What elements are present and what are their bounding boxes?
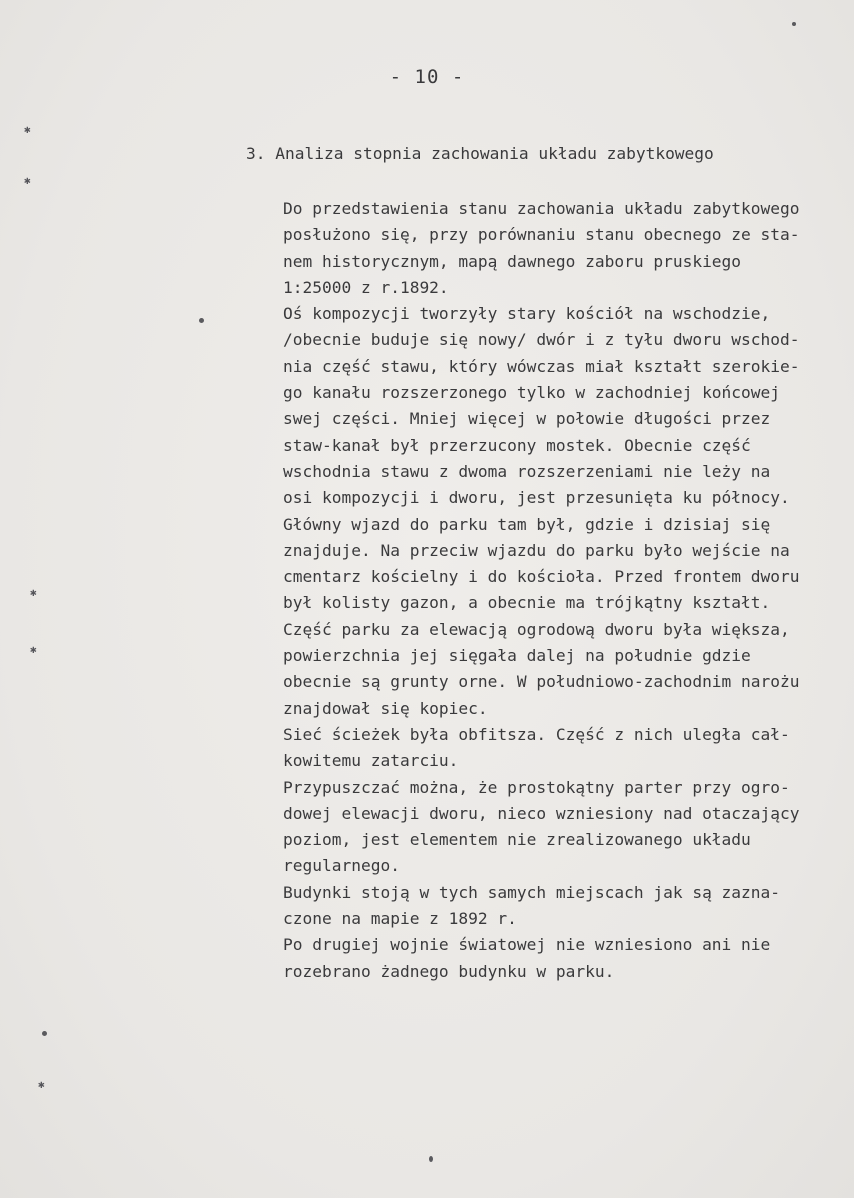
body-text [283, 196, 843, 985]
text-line: 1:25000 z r.1892. [283, 277, 449, 297]
text-line: powierzchnia jej sięgała dalej na południe gdzie [283, 646, 751, 666]
text-line: go kanału rozszerzonego tylko w zachodniej końcowej [283, 383, 781, 403]
text-line: Część parku za elewacją ogrodową dworu była większa, [283, 619, 790, 639]
page-number: - 10 - [389, 66, 465, 88]
margin-asterisk-mark: ✱ [30, 643, 37, 656]
text-line: obecnie są grunty orne. W południowo-zachodnim narożu [283, 672, 800, 692]
margin-dot-mark [429, 1156, 433, 1162]
text-line: Do przedstawienia stanu zachowania układu zabytkowego [283, 199, 800, 218]
text-line: dowej elewacji dworu, nieco wzniesiony nad otaczający [283, 803, 800, 823]
margin-asterisk-mark: ✱ [38, 1078, 45, 1091]
margin-asterisk-mark: ✱ [24, 123, 31, 136]
text-line: Główny wjazd do parku tam był, gdzie i dzisiaj się [283, 514, 771, 534]
section-heading: 3. Analiza stopnia zachowania układu zabytkowego [246, 144, 714, 163]
text-line: /obecnie buduje się nowy/ dwór i z tyłu dworu wschod- [283, 330, 800, 350]
text-line: wschodnia stawu z dwoma rozszerzeniami nie leży na [283, 461, 771, 481]
text-line: nem historycznym, mapą dawnego zaboru pruskiego [283, 251, 742, 271]
text-line: poziom, jest elementem nie zrealizowanego układu [283, 830, 751, 850]
text-line: nia część stawu, który wówczas miał kształt szerokie- [283, 356, 800, 376]
text-line: znajduje. Na przeciw wjazdu do parku było wejście na [283, 540, 790, 560]
text-line: był kolisty gazon, a obecnie ma trójkątny kształt. [283, 593, 771, 613]
text-line: znajdował się kopiec. [283, 698, 488, 718]
margin-dot-mark [792, 22, 796, 26]
margin-dot-mark [42, 1031, 47, 1036]
text-line: osi kompozycji i dworu, jest przesunięta ku północy. [283, 488, 790, 508]
text-line: Budynki stoją w tych samych miejscach jak są zazna- [283, 882, 781, 902]
text-line: staw-kanał był przerzucony mostek. Obecnie część [283, 435, 751, 455]
text-line: swej części. Mniej więcej w połowie długości przez [283, 409, 771, 429]
text-line: Po drugiej wojnie światowej nie wzniesiono ani nie [283, 935, 771, 955]
margin-asterisk-mark: ✱ [30, 586, 37, 599]
text-line: czone na mapie z 1892 r. [283, 909, 517, 929]
text-line: posłużono się, przy porównaniu stanu obecnego ze sta- [283, 225, 800, 245]
margin-dot-mark [199, 318, 204, 323]
text-line: kowitemu zatarciu. [283, 751, 459, 771]
text-line: cmentarz kościelny i do kościoła. Przed frontem dworu [283, 567, 800, 587]
text-line: rozebrano żadnego budynku w parku. [283, 961, 615, 981]
text-line: Oś kompozycji tworzyły stary kościół na wschodzie, [283, 304, 771, 324]
margin-asterisk-mark: ✱ [24, 174, 31, 187]
text-line: Przypuszczać można, że prostokątny parter przy ogro- [283, 777, 790, 797]
text-line: Sieć ścieżek była obfitsza. Część z nich uległa cał- [283, 724, 790, 744]
text-line: regularnego. [283, 856, 400, 876]
